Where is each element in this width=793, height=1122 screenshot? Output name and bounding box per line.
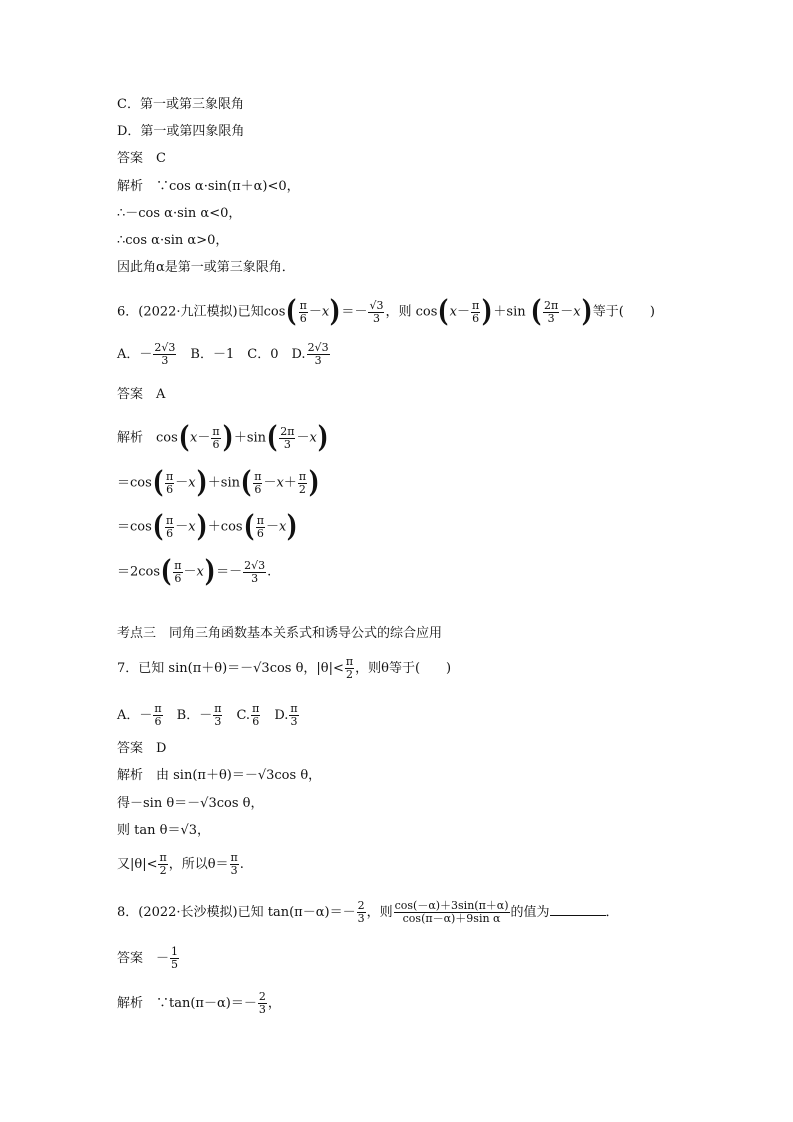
solution-5-line1: 解析 ∵cos α·sin(π＋α)<0， [117,179,300,194]
question-7: 7．已知 sin(π＋θ)＝－√3cos θ，|θ|< $\frac{\pi}{2}$ ，则θ等于( ) [117,655,452,681]
section-heading-kaodian3: 考点三 同角三角函数基本关系式和诱导公式的综合应用 [117,626,443,641]
solution-8-line1: 解析 ∵tan(π－α)＝－ $\frac{2}{3}$ ， [117,990,281,1016]
solution-6-line2: ＝cos( $\frac{\pi}{6}$ －x)＋sin( $\frac{\pi}{6}$ －x＋ $\frac{\pi}{2}$ ) [117,465,320,500]
solution-7-line1: 解析 由 sin(π＋θ)＝－√3cos θ， [117,768,322,783]
solution-6-line1: 解析 cos(x－ $\frac{\pi}{6}$ )＋sin( $\frac{2\pi}{3}$ －x) [117,420,329,455]
solution-6-line3: ＝cos( $\frac{\pi}{6}$ －x)＋cos( $\frac{\pi}{6}$ －x) [117,509,298,544]
question-6: 6．(2022·九江模拟)已知cos( $\frac{\pi}{6}$ －x)＝－ $\frac{√3}{3}$ ，则 cos(x－ $\frac{\pi}{6}$ )＋sin ( $\frac{2\pi}{3}$ －x)等于( ) [117,294,655,329]
question-8: 8．(2022·长沙模拟)已知 tan(π－α)＝－ $\frac{2}{3}$ ，则 $\frac{\cos(-\alpha)+3\sin(\pi+\alpha)}{\text{cos(π－α)＋9sin α}}$ 的值为 ． [117,899,619,925]
solution-6-line4: ＝2cos( $\frac{\pi}{6}$ －x)＝－ $\frac{2√3}{3}$ . [117,554,272,589]
answer-7: 答案 D [117,741,167,756]
solution-5-line4: 因此角α是第一或第三象限角． [117,260,295,275]
answer-6: 答案 A [117,387,166,402]
solution-5-line2: ∴－cos α·sin α<0， [117,206,242,221]
solution-7-line2: 得－sin θ＝－√3cos θ， [117,796,264,811]
answer-blank[interactable] [550,901,606,916]
option-d: D．第一或第四象限角 [117,124,245,139]
solution-5-line3: ∴cos α·sin α>0， [117,233,229,248]
question-7-options: A．－ $\frac{\pi}{6}$ B．－ $\frac{\pi}{3}$ C. $\frac{\pi}{6}$ D. $\frac{\pi}{3}$ [117,702,298,728]
answer-8: 答案 － $\frac{1}{5}$ [117,945,179,971]
question-6-options: A．－ $\frac{2√3}{3}$ B．－1 C．0 D. $\frac{2√3}{3}$ [117,341,329,367]
solution-7-line4: 又|θ|< $\frac{\pi}{2}$ ，所以θ＝ $\frac{\pi}{3}$ . [117,851,244,877]
solution-7-line3: 则 tan θ＝√3， [117,823,210,838]
option-c: C．第一或第三象限角 [117,97,244,112]
answer-5: 答案 C [117,151,166,166]
